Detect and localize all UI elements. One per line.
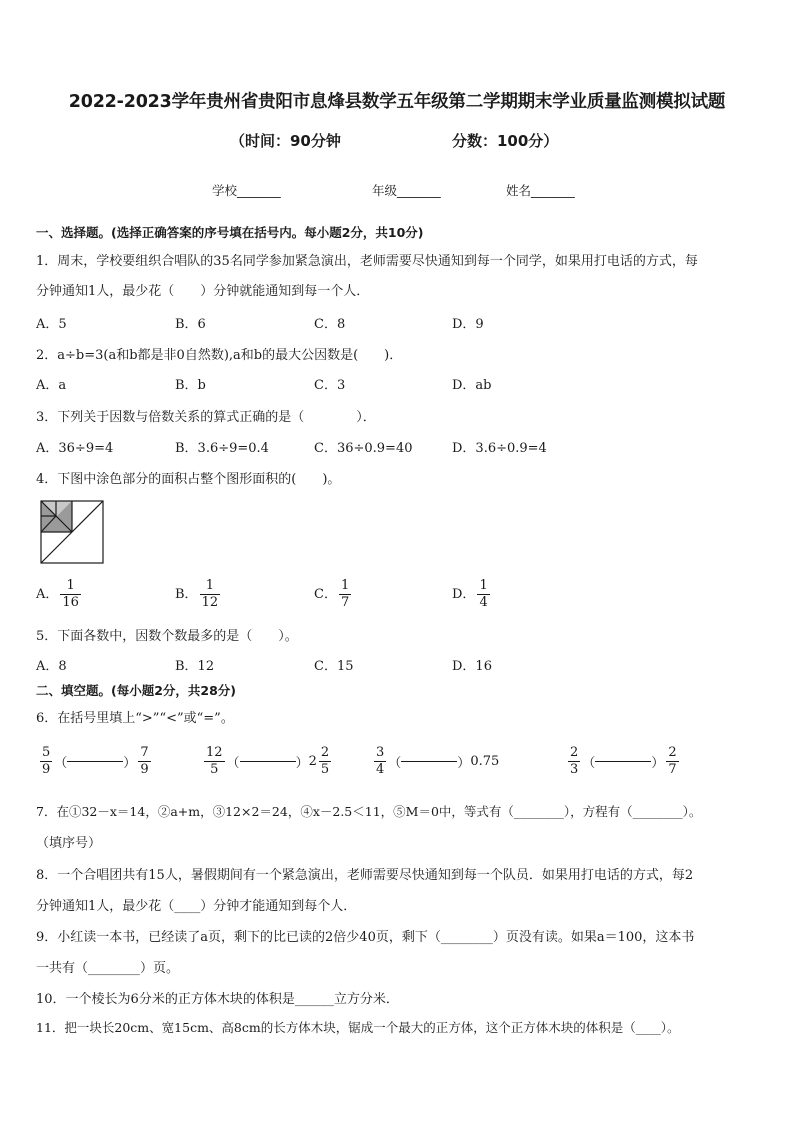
q6-blank-2[interactable] [240, 761, 296, 762]
name-field [506, 181, 575, 199]
grade-field [372, 181, 441, 199]
q6-blank-1[interactable] [67, 761, 123, 762]
q2-text: 2．a÷b=3(a和b都是非0自然数),a和b的最大公因数是( )． [36, 348, 403, 363]
q10-text: 10．一个棱长为6分米的正方体木块的体积是______立方分米． [36, 992, 399, 1007]
q4-option-b-letter: B． [175, 587, 198, 602]
q3-option-b[interactable]: B．3.6÷9=0.4 [175, 441, 269, 456]
q4-option-c-fraction: $\frac{1}{7}$ [340, 578, 350, 610]
q4-option-b-fraction: $\frac{1}{12}$ [201, 578, 219, 610]
q1-option-b[interactable]: B．6 [175, 317, 206, 332]
q1-option-c[interactable]: C．8 [314, 317, 346, 332]
q6-compare-1: $\frac{5}{9}$ （ ） $\frac{7}{9}$ [42, 745, 149, 777]
section-2-heading: 二、填空题。(每小题2分，共28分) [36, 683, 237, 698]
name-blank[interactable]: _______ [531, 183, 575, 198]
section-1-heading: 一、选择题。(选择正确答案的序号填在括号内。每小题2分，共10分) [36, 225, 424, 240]
q1-line2: 分钟通知1人，最少花（ ）分钟就能通知到每一个人． [36, 284, 370, 299]
q5-option-d[interactable]: D．16 [452, 659, 492, 674]
q6-compare-3: $\frac{3}{4}$ （ ）0.75 [376, 745, 500, 777]
q4-option-c[interactable] [314, 578, 353, 611]
q5-text: 5．下面各数中，因数个数最多的是（ ）。 [36, 629, 298, 644]
q4-square-figure [40, 500, 104, 564]
q6-blank-4[interactable] [595, 761, 651, 762]
q3-text: 3．下列关于因数与倍数关系的算式正确的是（ ）． [36, 410, 376, 425]
q4-option-d-fraction: $\frac{1}{4}$ [479, 578, 488, 610]
q9-line1: 9．小红读一本书，已经读了a页，剩下的比已读的2倍少40页，剩下（________）页没有读。如果a＝100，这本书 [36, 930, 695, 945]
exam-score: 分数：100分） [452, 132, 559, 150]
q2-option-b[interactable]: B．b [175, 378, 206, 393]
q4-option-c-letter: C． [314, 587, 337, 602]
school-label: 学校 [212, 183, 238, 198]
q4-option-a-fraction: $\frac{1}{16}$ [62, 578, 79, 610]
q8-line2: 分钟通知1人，最少花（____）分钟才能通知到每个人． [36, 899, 357, 914]
q6-blank-3[interactable] [401, 761, 457, 762]
q11-text: 11．把一块长20cm、宽15cm、高8cm的长方体木块，锯成一个最大的正方体，这个正方体木块的体积是（____）。 [36, 1020, 680, 1035]
q5-option-a[interactable]: A．8 [36, 659, 67, 674]
q8-line1: 8．一个合唱团共有15人，暑假期间有一个紧急演出，老师需要尽快通知到每一个队员．如果用打电话的方式，每2 [36, 868, 694, 883]
page-title: 2022-2023学年贵州省贵阳市息烽县数学五年级第二学期期末学业质量监测模拟试题 [68, 92, 726, 112]
q5-option-c[interactable]: C．15 [314, 659, 354, 674]
q2-option-a[interactable]: A．a [36, 378, 67, 393]
q6-text: 6．在括号里填上“>”“<”或“=”。 [36, 711, 234, 726]
q7-line1: 7．在①32－x＝14，②a+m，③12×2＝24，④x－2.5＜11，⑤M＝0中，等式有（________），方程有（________）。 [36, 804, 702, 819]
q6-compare-4: $\frac{2}{3}$ （ ） $\frac{2}{7}$ [570, 745, 677, 777]
school-blank[interactable]: _______ [237, 183, 281, 198]
q2-option-c[interactable]: C．3 [314, 378, 346, 393]
q3-option-a[interactable]: A．36÷9=4 [36, 441, 114, 456]
q1-line1: 1．周末，学校要组织合唱队的35名同学参加紧急演出，老师需要尽快通知到每一个同学，如果用打电话的方式，每 [36, 254, 698, 269]
q9-line2: 一共有（________）页。 [36, 961, 180, 976]
q7-line2: （填序号） [36, 836, 102, 851]
q4-option-a-letter: A． [36, 587, 59, 602]
q4-option-d-letter: D． [452, 587, 476, 602]
grade-blank[interactable]: _______ [397, 183, 441, 198]
q2-option-d[interactable]: D．ab [452, 378, 492, 393]
q4-option-a[interactable] [36, 578, 83, 611]
q3-option-d[interactable]: D．3.6÷0.9=4 [452, 441, 547, 456]
exam-time: （时间：90分钟 [230, 132, 341, 150]
name-label: 姓名 [506, 183, 532, 198]
q1-option-d[interactable]: D．9 [452, 317, 484, 332]
q4-text: 4．下图中涂色部分的面积占整个图形面积的( )。 [36, 472, 341, 487]
q1-option-a[interactable]: A．5 [36, 317, 67, 332]
q4-option-b[interactable] [175, 578, 222, 611]
q4-option-d[interactable] [452, 578, 492, 611]
q3-option-c[interactable]: C．36÷0.9=40 [314, 441, 413, 456]
q5-option-b[interactable]: B．12 [175, 659, 215, 674]
q6-compare-2: $\frac{12}{5}$ （ ）2 $\frac{2}{5}$ [206, 745, 330, 777]
school-field [212, 181, 281, 199]
grade-label: 年级 [372, 183, 398, 198]
